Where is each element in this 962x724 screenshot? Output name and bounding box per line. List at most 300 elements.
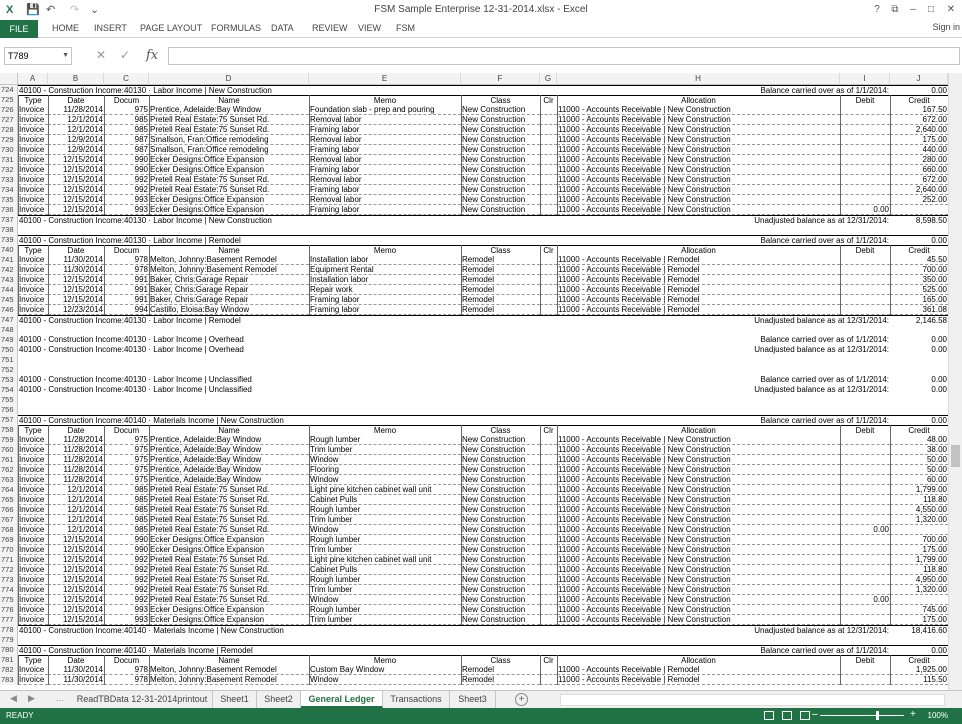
table-cell[interactable]: 11000 - Accounts Receivable | New Construction	[557, 115, 840, 125]
table-cell[interactable]: 985	[104, 495, 149, 505]
row-number[interactable]: 759	[0, 435, 18, 445]
row-number[interactable]: 738	[0, 225, 18, 235]
row-number[interactable]: 782	[0, 665, 18, 675]
table-cell[interactable]: 11000 - Accounts Receivable | New Construction	[557, 195, 840, 205]
column-label[interactable]: Debit	[840, 95, 890, 105]
table-cell[interactable]: New Construction	[461, 555, 540, 565]
zoom-in-icon[interactable]: +	[910, 709, 916, 720]
row-number[interactable]: 727	[0, 115, 18, 125]
table-cell[interactable]: 12/15/2014	[48, 175, 104, 185]
table-cell[interactable]: 4,550.00	[890, 505, 948, 515]
more-sheets-icon[interactable]: ...	[56, 693, 64, 703]
table-cell[interactable]: 45.50	[890, 255, 948, 265]
tab-sheet1[interactable]: Sheet1	[213, 691, 257, 708]
table-cell[interactable]: Invoice	[18, 125, 48, 135]
table-cell[interactable]: Remodel	[461, 675, 540, 685]
column-label[interactable]: Debit	[840, 425, 890, 435]
table-cell[interactable]: Cabinet Pulls	[309, 565, 461, 575]
table-cell[interactable]: 11/28/2014	[48, 475, 104, 485]
table-cell[interactable]	[840, 555, 890, 565]
table-cell[interactable]	[840, 615, 890, 625]
table-cell[interactable]: New Construction	[461, 205, 540, 215]
table-cell[interactable]: 0.00	[840, 595, 890, 605]
table-cell[interactable]: 11/30/2014	[48, 255, 104, 265]
table-cell[interactable]: Invoice	[18, 195, 48, 205]
table-cell[interactable]	[540, 505, 557, 515]
table-cell[interactable]: 987	[104, 135, 149, 145]
row-number[interactable]: 753	[0, 375, 18, 385]
table-cell[interactable]	[540, 595, 557, 605]
table-cell[interactable]: Prentice, Adelaide:Bay Window	[149, 435, 309, 445]
table-cell[interactable]: Invoice	[18, 585, 48, 595]
table-cell[interactable]: 12/15/2014	[48, 575, 104, 585]
undo-icon[interactable]: ↶	[46, 4, 56, 16]
table-cell[interactable]: 1,925.00	[890, 665, 948, 675]
table-cell[interactable]: 11000 - Accounts Receivable | New Construction	[557, 605, 840, 615]
table-cell[interactable]	[540, 285, 557, 295]
table-cell[interactable]	[840, 515, 890, 525]
column-label[interactable]: Type	[18, 655, 48, 665]
row-number[interactable]: 757	[0, 415, 18, 425]
row-number[interactable]: 752	[0, 365, 18, 375]
table-cell[interactable]: Prentice, Adelaide:Bay Window	[149, 455, 309, 465]
balance-label[interactable]: Balance carried over as of 1/1/2014:	[557, 415, 890, 425]
column-label[interactable]: Memo	[309, 655, 461, 665]
row-number[interactable]: 755	[0, 395, 18, 405]
table-cell[interactable]: 50.00	[890, 465, 948, 475]
ribbon-display-icon[interactable]: ⧉	[891, 4, 899, 15]
zoom-slider-thumb[interactable]	[876, 711, 879, 720]
table-cell[interactable]: Invoice	[18, 115, 48, 125]
row-number[interactable]: 748	[0, 325, 18, 335]
table-cell[interactable]: New Construction	[461, 165, 540, 175]
tab-review[interactable]: REVIEW	[312, 23, 348, 33]
table-cell[interactable]: Remodel	[461, 265, 540, 275]
table-cell[interactable]: New Construction	[461, 605, 540, 615]
table-cell[interactable]: 175.00	[890, 135, 948, 145]
table-cell[interactable]	[840, 295, 890, 305]
table-cell[interactable]: 992	[104, 595, 149, 605]
table-cell[interactable]: 12/1/2014	[48, 115, 104, 125]
balance-label[interactable]: Balance carried over as of 1/1/2014:	[557, 85, 890, 95]
column-label[interactable]: Memo	[309, 95, 461, 105]
table-cell[interactable]: 12/1/2014	[48, 515, 104, 525]
column-label[interactable]: Docum	[104, 95, 149, 105]
table-cell[interactable]: 12/1/2014	[48, 485, 104, 495]
table-cell[interactable]	[540, 105, 557, 115]
table-cell[interactable]: 12/15/2014	[48, 275, 104, 285]
column-label[interactable]: Credit	[890, 245, 948, 255]
table-cell[interactable]	[540, 445, 557, 455]
table-cell[interactable]: 11000 - Accounts Receivable | New Construction	[557, 105, 840, 115]
table-cell[interactable]: Framing labor	[309, 165, 461, 175]
table-cell[interactable]: 978	[104, 675, 149, 685]
column-label[interactable]: Credit	[890, 655, 948, 665]
vertical-scrollbar[interactable]	[948, 73, 962, 690]
row-number[interactable]: 725	[0, 95, 18, 105]
column-label[interactable]: Docum	[104, 655, 149, 665]
worksheet-grid[interactable]	[0, 85, 948, 690]
table-cell[interactable]: Melton, Johnny:Basement Remodel	[149, 255, 309, 265]
select-all-corner[interactable]	[0, 73, 18, 85]
table-cell[interactable]: Rough lumber	[309, 435, 461, 445]
row-number[interactable]: 774	[0, 585, 18, 595]
table-cell[interactable]: 11000 - Accounts Receivable | New Construction	[557, 535, 840, 545]
customize-qat-icon[interactable]: ⌄	[90, 4, 100, 16]
table-cell[interactable]: 2,640.00	[890, 125, 948, 135]
table-cell[interactable]: 11000 - Accounts Receivable | New Construction	[557, 525, 840, 535]
column-label[interactable]: Class	[461, 245, 540, 255]
page-layout-view-icon[interactable]	[782, 711, 792, 720]
table-cell[interactable]: 985	[104, 515, 149, 525]
file-tab[interactable]: FILE	[0, 20, 38, 38]
table-cell[interactable]: 11/30/2014	[48, 265, 104, 275]
table-cell[interactable]: 11/28/2014	[48, 445, 104, 455]
table-cell[interactable]	[540, 515, 557, 525]
tab-insert[interactable]: INSERT	[94, 23, 127, 33]
table-cell[interactable]: 1,799.00	[890, 485, 948, 495]
save-icon[interactable]: 💾	[26, 4, 40, 16]
table-cell[interactable]	[540, 205, 557, 215]
table-cell[interactable]: Invoice	[18, 545, 48, 555]
table-cell[interactable]: Prentice, Adelaide:Bay Window	[149, 445, 309, 455]
table-cell[interactable]: Ecker Designs:Office Expansion	[149, 195, 309, 205]
table-cell[interactable]: Ecker Designs:Office Expansion	[149, 545, 309, 555]
table-cell[interactable]: 11000 - Accounts Receivable | New Construction	[557, 575, 840, 585]
table-cell[interactable]: 350.00	[890, 275, 948, 285]
account-label[interactable]: 40100 - Construction Income:40140 · Materials Income | New Construction	[18, 415, 557, 425]
table-cell[interactable]: Removal labor	[309, 135, 461, 145]
table-cell[interactable]: 525.00	[890, 285, 948, 295]
table-cell[interactable]: 11000 - Accounts Receivable | New Construction	[557, 145, 840, 155]
table-cell[interactable]: 985	[104, 115, 149, 125]
table-cell[interactable]: Invoice	[18, 485, 48, 495]
table-cell[interactable]: Window	[309, 475, 461, 485]
table-cell[interactable]: Pretell Real Estate:75 Sunset Rd.	[149, 175, 309, 185]
table-cell[interactable]: 11000 - Accounts Receivable | New Construction	[557, 505, 840, 515]
table-cell[interactable]: Framing labor	[309, 125, 461, 135]
table-cell[interactable]: 12/15/2014	[48, 195, 104, 205]
table-cell[interactable]: Remodel	[461, 305, 540, 315]
table-cell[interactable]: 12/15/2014	[48, 535, 104, 545]
account-label[interactable]: 40100 - Construction Income:40130 · Labor Income | New Construction	[18, 215, 557, 225]
table-cell[interactable]: 700.00	[890, 535, 948, 545]
table-cell[interactable]	[840, 285, 890, 295]
table-cell[interactable]: 990	[104, 535, 149, 545]
table-cell[interactable]	[540, 555, 557, 565]
table-cell[interactable]: Invoice	[18, 505, 48, 515]
row-number[interactable]: 750	[0, 345, 18, 355]
table-cell[interactable]: 11000 - Accounts Receivable | New Construction	[557, 445, 840, 455]
tab-transactions[interactable]: Transactions	[383, 691, 450, 708]
balance-value[interactable]: 0.00	[931, 345, 947, 354]
table-cell[interactable]: Pretell Real Estate:75 Sunset Rd.	[149, 585, 309, 595]
table-cell[interactable]: Prentice, Adelaide:Bay Window	[149, 105, 309, 115]
table-cell[interactable]: New Construction	[461, 435, 540, 445]
table-cell[interactable]: 50.00	[890, 455, 948, 465]
table-cell[interactable]: 11000 - Accounts Receivable | New Construction	[557, 135, 840, 145]
table-cell[interactable]: Pretell Real Estate:75 Sunset Rd.	[149, 555, 309, 565]
column-label[interactable]: Date	[48, 245, 104, 255]
table-cell[interactable]	[540, 295, 557, 305]
table-cell[interactable]: 11000 - Accounts Receivable | New Construction	[557, 455, 840, 465]
insert-function-icon[interactable]: fx	[146, 48, 159, 63]
row-number[interactable]: 724	[0, 85, 18, 95]
table-cell[interactable]	[540, 175, 557, 185]
table-cell[interactable]: 12/1/2014	[48, 525, 104, 535]
row-number[interactable]: 744	[0, 285, 18, 295]
tab-readtbdata[interactable]: ReadTBData 12-31-2014printout	[72, 691, 213, 708]
table-cell[interactable]	[840, 475, 890, 485]
row-number[interactable]: 777	[0, 615, 18, 625]
account-label[interactable]: 40100 - Construction Income:40130 · Labor Income | Unclassified	[19, 385, 252, 394]
table-cell[interactable]	[540, 575, 557, 585]
table-cell[interactable]: 11000 - Accounts Receivable | New Construction	[557, 205, 840, 215]
table-cell[interactable]: 672.00	[890, 115, 948, 125]
table-cell[interactable]	[540, 475, 557, 485]
row-number[interactable]: 766	[0, 505, 18, 515]
row-number[interactable]: 762	[0, 465, 18, 475]
table-cell[interactable]: Window	[309, 455, 461, 465]
table-cell[interactable]	[540, 465, 557, 475]
table-cell[interactable]: Invoice	[18, 285, 48, 295]
row-number[interactable]: 728	[0, 125, 18, 135]
close-button[interactable]: ✕	[946, 4, 956, 15]
table-cell[interactable]: 992	[104, 585, 149, 595]
table-cell[interactable]: 12/15/2014	[48, 155, 104, 165]
table-cell[interactable]: Installation labor	[309, 255, 461, 265]
table-cell[interactable]: New Construction	[461, 445, 540, 455]
table-cell[interactable]: 11000 - Accounts Receivable | New Construction	[557, 435, 840, 445]
table-cell[interactable]: 11000 - Accounts Receivable | Remodel	[557, 305, 840, 315]
zoom-slider[interactable]	[820, 715, 904, 716]
row-number[interactable]: 730	[0, 145, 18, 155]
table-cell[interactable]: Ecker Designs:Office Expansion	[149, 165, 309, 175]
balance-value[interactable]: 0.00	[890, 415, 948, 425]
table-cell[interactable]: 12/1/2014	[48, 505, 104, 515]
table-cell[interactable]: Ecker Designs:Office Expansion	[149, 155, 309, 165]
table-cell[interactable]	[840, 565, 890, 575]
table-cell[interactable]: 48.00	[890, 435, 948, 445]
table-cell[interactable]: 11/30/2014	[48, 675, 104, 685]
table-cell[interactable]: Prentice, Adelaide:Bay Window	[149, 475, 309, 485]
table-cell[interactable]: New Construction	[461, 135, 540, 145]
table-cell[interactable]	[840, 275, 890, 285]
table-cell[interactable]: 12/15/2014	[48, 555, 104, 565]
column-header-b[interactable]: B	[48, 73, 104, 85]
table-cell[interactable]: Window	[309, 675, 461, 685]
table-cell[interactable]: Ecker Designs:Office Expansion	[149, 605, 309, 615]
column-label[interactable]: Clr	[540, 655, 557, 665]
account-label[interactable]: 40100 - Construction Income:40130 · Labor Income | New Construction	[18, 85, 557, 95]
table-cell[interactable]: 0.00	[840, 525, 890, 535]
table-cell[interactable]	[840, 585, 890, 595]
table-cell[interactable]: New Construction	[461, 145, 540, 155]
formula-input[interactable]	[168, 47, 960, 65]
prev-sheet-icon[interactable]: ◀	[10, 693, 17, 703]
column-label[interactable]: Class	[461, 95, 540, 105]
table-cell[interactable]: 11/28/2014	[48, 435, 104, 445]
table-cell[interactable]: 12/15/2014	[48, 605, 104, 615]
table-cell[interactable]: 12/15/2014	[48, 615, 104, 625]
table-cell[interactable]	[840, 455, 890, 465]
table-cell[interactable]	[890, 525, 948, 535]
table-cell[interactable]: 700.00	[890, 265, 948, 275]
row-number[interactable]: 732	[0, 165, 18, 175]
table-cell[interactable]: 992	[104, 555, 149, 565]
balance-label[interactable]: Balance carried over as of 1/1/2014:	[760, 375, 889, 384]
table-cell[interactable]	[540, 265, 557, 275]
table-cell[interactable]: 985	[104, 125, 149, 135]
table-cell[interactable]: Invoice	[18, 455, 48, 465]
column-label[interactable]: Class	[461, 655, 540, 665]
table-cell[interactable]: New Construction	[461, 455, 540, 465]
column-label[interactable]: Name	[149, 425, 309, 435]
table-cell[interactable]: Pretell Real Estate:75 Sunset Rd.	[149, 505, 309, 515]
table-cell[interactable]: New Construction	[461, 175, 540, 185]
table-cell[interactable]: New Construction	[461, 535, 540, 545]
table-cell[interactable]: 0.00	[840, 205, 890, 215]
row-number[interactable]: 758	[0, 425, 18, 435]
table-cell[interactable]: 660.00	[890, 165, 948, 175]
table-cell[interactable]: 993	[104, 195, 149, 205]
account-label[interactable]: 40100 - Construction Income:40130 · Labor Income | Unclassified	[19, 375, 252, 384]
column-header-e[interactable]: E	[309, 73, 461, 85]
table-cell[interactable]: 11/28/2014	[48, 105, 104, 115]
column-label[interactable]: Allocation	[557, 655, 840, 665]
column-label[interactable]: Debit	[840, 245, 890, 255]
table-cell[interactable]	[840, 505, 890, 515]
table-cell[interactable]: Invoice	[18, 185, 48, 195]
table-cell[interactable]: 991	[104, 285, 149, 295]
row-number[interactable]: 780	[0, 645, 18, 655]
table-cell[interactable]: Pretell Real Estate:75 Sunset Rd.	[149, 115, 309, 125]
table-cell[interactable]	[840, 535, 890, 545]
table-cell[interactable]	[540, 495, 557, 505]
row-number[interactable]: 741	[0, 255, 18, 265]
table-cell[interactable]	[540, 185, 557, 195]
table-cell[interactable]: 11000 - Accounts Receivable | New Construction	[557, 465, 840, 475]
column-label[interactable]: Allocation	[557, 245, 840, 255]
table-cell[interactable]: 12/9/2014	[48, 135, 104, 145]
column-label[interactable]: Type	[18, 95, 48, 105]
table-cell[interactable]: Baker, Chris:Garage Repair	[149, 285, 309, 295]
table-cell[interactable]: Light pine kitchen cabinet wall unit	[309, 485, 461, 495]
table-cell[interactable]: 978	[104, 255, 149, 265]
table-cell[interactable]: 175.00	[890, 615, 948, 625]
column-header-g[interactable]: G	[540, 73, 557, 85]
table-cell[interactable]: Pretell Real Estate:75 Sunset Rd.	[149, 595, 309, 605]
table-cell[interactable]	[840, 145, 890, 155]
table-cell[interactable]: 12/15/2014	[48, 545, 104, 555]
table-cell[interactable]: Custom Bay Window	[309, 665, 461, 675]
table-cell[interactable]: 11000 - Accounts Receivable | New Construction	[557, 495, 840, 505]
table-cell[interactable]: New Construction	[461, 595, 540, 605]
column-label[interactable]: Date	[48, 425, 104, 435]
row-number[interactable]: 731	[0, 155, 18, 165]
table-cell[interactable]: 115.50	[890, 675, 948, 685]
tab-data[interactable]: DATA	[271, 23, 294, 33]
table-cell[interactable]: 11/28/2014	[48, 455, 104, 465]
table-cell[interactable]: Invoice	[18, 515, 48, 525]
tab-page-layout[interactable]: PAGE LAYOUT	[140, 23, 203, 33]
minimize-button[interactable]: –	[910, 4, 916, 15]
table-cell[interactable]: Smallson, Fran:Office remodeling	[149, 135, 309, 145]
table-cell[interactable]: Invoice	[18, 205, 48, 215]
row-number[interactable]: 776	[0, 605, 18, 615]
table-cell[interactable]: Remodel	[461, 285, 540, 295]
table-cell[interactable]	[840, 175, 890, 185]
table-cell[interactable]: Pretell Real Estate:75 Sunset Rd.	[149, 485, 309, 495]
row-number[interactable]: 745	[0, 295, 18, 305]
table-cell[interactable]: 985	[104, 505, 149, 515]
table-cell[interactable]: New Construction	[461, 525, 540, 535]
maximize-button[interactable]: □	[927, 4, 935, 15]
table-cell[interactable]	[540, 565, 557, 575]
column-header-c[interactable]: C	[104, 73, 149, 85]
table-cell[interactable]: Window	[309, 595, 461, 605]
table-cell[interactable]: Removal labor	[309, 175, 461, 185]
table-cell[interactable]: 11000 - Accounts Receivable | New Construction	[557, 545, 840, 555]
table-cell[interactable]: Rough lumber	[309, 605, 461, 615]
table-cell[interactable]: 991	[104, 275, 149, 285]
balance-label[interactable]: Balance carried over as of 1/1/2014:	[760, 335, 889, 344]
table-cell[interactable]: 11000 - Accounts Receivable | Remodel	[557, 665, 840, 675]
column-label[interactable]: Name	[149, 245, 309, 255]
table-cell[interactable]	[840, 665, 890, 675]
table-cell[interactable]: New Construction	[461, 615, 540, 625]
table-cell[interactable]: 975	[104, 465, 149, 475]
balance-label[interactable]: Unadjusted balance as at 12/31/2014:	[557, 315, 890, 325]
table-cell[interactable]: Ecker Designs:Office Expansion	[149, 535, 309, 545]
table-cell[interactable]	[840, 105, 890, 115]
table-cell[interactable]: Baker, Chris:Garage Repair	[149, 275, 309, 285]
table-cell[interactable]: 975	[104, 435, 149, 445]
table-cell[interactable]: 11000 - Accounts Receivable | New Construction	[557, 175, 840, 185]
table-cell[interactable]: New Construction	[461, 575, 540, 585]
row-number[interactable]: 733	[0, 175, 18, 185]
table-cell[interactable]: Rough lumber	[309, 575, 461, 585]
table-cell[interactable]: Pretell Real Estate:75 Sunset Rd.	[149, 185, 309, 195]
table-cell[interactable]	[840, 125, 890, 135]
table-cell[interactable]	[840, 465, 890, 475]
row-number[interactable]: 747	[0, 315, 18, 325]
tab-sheet3[interactable]: Sheet3	[450, 691, 496, 708]
table-cell[interactable]: Melton, Johnny:Basement Remodel	[149, 675, 309, 685]
table-cell[interactable]: 992	[104, 575, 149, 585]
table-cell[interactable]: Framing labor	[309, 205, 461, 215]
balance-label[interactable]: Balance carried over as of 1/1/2014:	[557, 235, 890, 245]
column-header-f[interactable]: F	[461, 73, 540, 85]
table-cell[interactable]: 991	[104, 295, 149, 305]
table-cell[interactable]: 440.00	[890, 145, 948, 155]
table-cell[interactable]	[540, 115, 557, 125]
row-number[interactable]: 737	[0, 215, 18, 225]
table-cell[interactable]: 11000 - Accounts Receivable | Remodel	[557, 265, 840, 275]
table-cell[interactable]: 280.00	[890, 155, 948, 165]
table-cell[interactable]: Rough lumber	[309, 505, 461, 515]
table-cell[interactable]: 11000 - Accounts Receivable | New Construction	[557, 615, 840, 625]
table-cell[interactable]: 165.00	[890, 295, 948, 305]
table-cell[interactable]: 987	[104, 145, 149, 155]
table-cell[interactable]: Rough lumber	[309, 535, 461, 545]
table-cell[interactable]	[540, 485, 557, 495]
table-cell[interactable]: Invoice	[18, 535, 48, 545]
table-cell[interactable]: 11000 - Accounts Receivable | New Construction	[557, 585, 840, 595]
table-cell[interactable]: Trim lumber	[309, 545, 461, 555]
table-cell[interactable]: Invoice	[18, 295, 48, 305]
table-cell[interactable]	[540, 155, 557, 165]
